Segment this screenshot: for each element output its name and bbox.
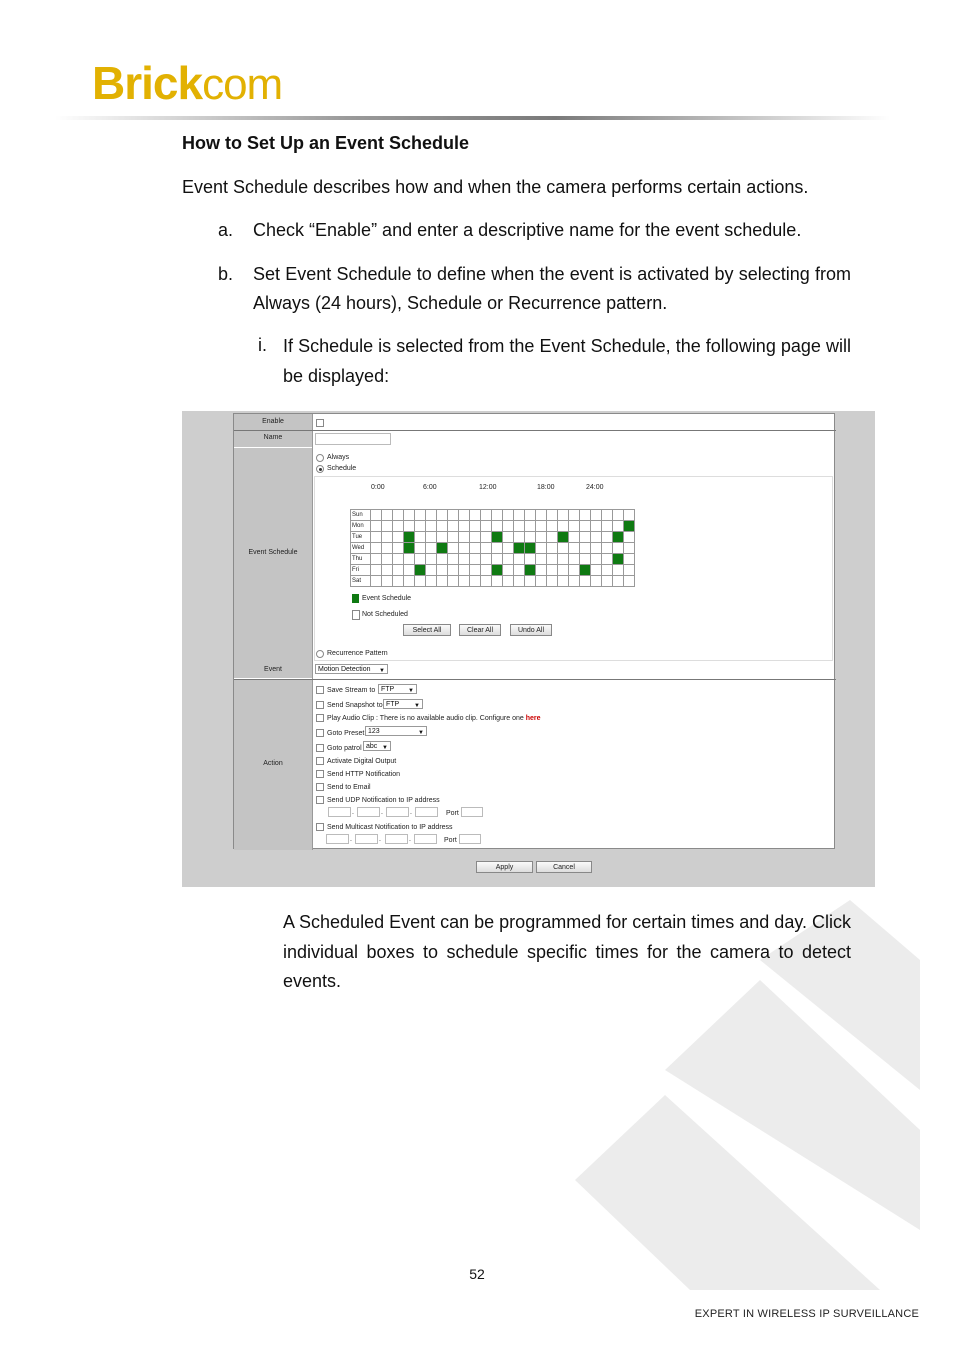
schedule-cell[interactable] [492, 554, 503, 565]
name-input[interactable] [315, 433, 391, 445]
schedule-cell[interactable] [426, 554, 437, 565]
schedule-cell[interactable] [481, 532, 492, 543]
schedule-cell[interactable] [536, 532, 547, 543]
schedule-cell[interactable] [525, 510, 536, 521]
send-snapshot-checkbox[interactable] [316, 701, 324, 709]
schedule-cell[interactable] [547, 543, 558, 554]
schedule-cell[interactable] [492, 576, 503, 587]
send-snapshot-value: FTP [386, 701, 400, 708]
schedule-cell[interactable] [459, 565, 470, 576]
schedule-cell[interactable] [525, 543, 536, 554]
schedule-cell[interactable] [382, 532, 393, 543]
schedule-cell[interactable] [602, 554, 613, 565]
configure-audio-link[interactable]: here [525, 715, 541, 722]
undo-all-button[interactable]: Undo All [510, 624, 552, 636]
step-i-marker: i. [258, 335, 267, 355]
recurrence-radio[interactable] [316, 650, 324, 658]
day-label: Wed [351, 543, 371, 554]
select-all-button[interactable]: Select All [403, 624, 451, 636]
day-label: Mon [351, 521, 371, 532]
schedule-cell[interactable] [415, 565, 426, 576]
schedule-cell[interactable] [525, 532, 536, 543]
schedule-cell[interactable] [602, 565, 613, 576]
schedule-cell[interactable] [613, 521, 624, 532]
schedule-cell[interactable] [514, 565, 525, 576]
schedule-cell[interactable] [558, 532, 569, 543]
schedule-cell[interactable] [536, 554, 547, 565]
schedule-cell[interactable] [382, 565, 393, 576]
schedule-cell[interactable] [448, 543, 459, 554]
schedule-cell[interactable] [470, 554, 481, 565]
schedule-cell[interactable] [371, 521, 382, 532]
digital-output-checkbox[interactable] [316, 757, 324, 765]
udp-ip-octet-1[interactable] [328, 807, 351, 817]
schedule-cell[interactable] [415, 554, 426, 565]
schedule-cell[interactable] [558, 521, 569, 532]
schedule-cell[interactable] [569, 532, 580, 543]
udp-notify-label: Send UDP Notification to IP address [327, 797, 440, 804]
hour-label: 6:00 [423, 484, 437, 491]
multicast-port-input[interactable] [459, 834, 481, 844]
schedule-cell[interactable] [547, 532, 558, 543]
legend-scheduled-swatch [352, 594, 359, 603]
schedule-cell[interactable] [536, 543, 547, 554]
schedule-row [351, 543, 635, 554]
schedule-cell[interactable] [437, 510, 448, 521]
schedule-cell[interactable] [580, 543, 591, 554]
schedule-cell[interactable] [547, 576, 558, 587]
schedule-cell[interactable] [459, 554, 470, 565]
schedule-cell[interactable] [525, 521, 536, 532]
schedule-cell[interactable] [624, 565, 635, 576]
schedule-row [351, 576, 635, 587]
play-audio-checkbox[interactable] [316, 714, 324, 722]
schedule-cell[interactable] [481, 554, 492, 565]
schedule-cell[interactable] [437, 565, 448, 576]
save-stream-value: FTP [381, 686, 395, 693]
step-a-text: Check “Enable” and enter a descriptive name for the event schedule. [253, 220, 802, 240]
schedule-cell[interactable] [624, 510, 635, 521]
page-number: 52 [469, 1266, 485, 1282]
schedule-cell[interactable] [492, 521, 503, 532]
schedule-cell[interactable] [371, 510, 382, 521]
event-settings-form [233, 413, 835, 849]
schedule-cell[interactable] [503, 554, 514, 565]
schedule-cell[interactable] [415, 576, 426, 587]
schedule-cell[interactable] [503, 565, 514, 576]
schedule-cell[interactable] [448, 532, 459, 543]
ip-dot: . [350, 836, 352, 843]
clear-all-button[interactable]: Clear All [459, 624, 501, 636]
goto-preset-checkbox[interactable] [316, 729, 324, 737]
schedule-cell[interactable] [404, 576, 415, 587]
apply-button[interactable]: Apply [476, 861, 533, 873]
step-a-marker: a. [218, 220, 234, 240]
schedule-row [351, 554, 635, 565]
chevron-down-icon: ▼ [379, 668, 385, 674]
schedule-cell[interactable] [525, 554, 536, 565]
schedule-cell[interactable] [547, 565, 558, 576]
schedule-cell[interactable] [470, 510, 481, 521]
day-label: Fri [351, 565, 371, 576]
chevron-down-icon: ▼ [382, 745, 388, 751]
cancel-button[interactable]: Cancel [536, 861, 592, 873]
schedule-cell[interactable] [426, 510, 437, 521]
schedule-cell[interactable] [558, 543, 569, 554]
event-select[interactable] [315, 664, 388, 674]
http-notify-checkbox[interactable] [316, 770, 324, 778]
schedule-cell[interactable] [580, 521, 591, 532]
schedule-cell[interactable] [514, 543, 525, 554]
schedule-cell[interactable] [404, 554, 415, 565]
schedule-cell[interactable] [514, 576, 525, 587]
label-event: Event [264, 666, 282, 673]
hour-label: 0:00 [371, 484, 385, 491]
schedule-cell[interactable] [558, 510, 569, 521]
ip-dot: . [379, 836, 381, 843]
goto-patrol-value: abc [366, 743, 378, 750]
row-divider [234, 430, 836, 431]
schedule-cell[interactable] [591, 532, 602, 543]
schedule-area [314, 476, 833, 661]
schedule-cell[interactable] [613, 554, 624, 565]
day-label: Sat [351, 576, 371, 587]
schedule-cell[interactable] [525, 565, 536, 576]
schedule-cell[interactable] [459, 576, 470, 587]
schedule-cell[interactable] [613, 576, 624, 587]
schedule-cell[interactable] [536, 565, 547, 576]
goto-preset-select[interactable] [365, 726, 427, 736]
schedule-cell[interactable] [569, 521, 580, 532]
step-b-marker: b. [218, 264, 234, 284]
schedule-cell[interactable] [426, 532, 437, 543]
step-i-text: If Schedule is selected from the Event Schedule, the following page will be displayed: [283, 336, 851, 386]
schedule-cell[interactable] [503, 521, 514, 532]
udp-ip-octet-3[interactable] [386, 807, 409, 817]
save-stream-label: Save Stream to [327, 687, 376, 694]
schedule-cell[interactable] [624, 554, 635, 565]
udp-notify-checkbox[interactable] [316, 796, 324, 804]
schedule-cell[interactable] [591, 510, 602, 521]
schedule-cell[interactable] [569, 510, 580, 521]
logo-part-com: com [202, 60, 283, 109]
day-label: Sun [351, 510, 371, 521]
goto-patrol-checkbox[interactable] [316, 744, 324, 752]
schedule-cell[interactable] [470, 565, 481, 576]
footer-tagline: EXPERT IN WIRELESS IP SURVEILLANCE [694, 1308, 919, 1320]
schedule-cell[interactable] [393, 565, 404, 576]
schedule-row [351, 510, 635, 521]
schedule-row [351, 532, 635, 543]
schedule-cell[interactable] [580, 576, 591, 587]
schedule-cell[interactable] [492, 565, 503, 576]
chevron-down-icon: ▼ [418, 730, 424, 736]
chevron-down-icon: ▼ [408, 688, 414, 694]
schedule-cell[interactable] [602, 521, 613, 532]
schedule-cell[interactable] [558, 576, 569, 587]
schedule-cell[interactable] [525, 576, 536, 587]
schedule-cell[interactable] [404, 543, 415, 554]
legend-scheduled-label: Event Schedule [362, 595, 412, 602]
schedule-cell[interactable] [470, 543, 481, 554]
schedule-cell[interactable] [382, 510, 393, 521]
hour-label: 24:00 [586, 484, 604, 491]
day-label: Thu [351, 554, 371, 565]
multicast-ip-octet-4[interactable] [414, 834, 437, 844]
schedule-cell[interactable] [448, 576, 459, 587]
udp-port-label: Port [446, 810, 459, 817]
schedule-cell[interactable] [404, 521, 415, 532]
schedule-cell[interactable] [448, 521, 459, 532]
schedule-cell[interactable] [437, 521, 448, 532]
schedule-cell[interactable] [404, 510, 415, 521]
schedule-row [351, 521, 635, 532]
schedule-cell[interactable] [536, 510, 547, 521]
schedule-cell[interactable] [591, 576, 602, 587]
label-event-schedule: Event Schedule [234, 448, 312, 678]
schedule-cell[interactable] [569, 543, 580, 554]
schedule-cell[interactable] [624, 543, 635, 554]
schedule-cell[interactable] [404, 565, 415, 576]
schedule-cell[interactable] [393, 554, 404, 565]
play-audio-label [327, 714, 541, 723]
save-stream-checkbox[interactable] [316, 686, 324, 694]
schedule-cell[interactable] [536, 576, 547, 587]
intro-text: Event Schedule describes how and when the camera performs certain actions. [182, 177, 809, 197]
schedule-cell[interactable] [481, 543, 492, 554]
send-snapshot-select[interactable] [383, 699, 423, 709]
always-radio[interactable] [316, 454, 324, 462]
udp-port-input[interactable] [461, 807, 483, 817]
schedule-cell[interactable] [371, 554, 382, 565]
schedule-cell[interactable] [558, 554, 569, 565]
multicast-ip-octet-3[interactable] [385, 834, 408, 844]
schedule-radio[interactable] [316, 465, 324, 473]
schedule-cell[interactable] [426, 565, 437, 576]
day-label: Tue [351, 532, 371, 543]
multicast-port-label: Port [444, 837, 457, 844]
multicast-notify-label: Send Multicast Notification to IP address [327, 824, 453, 831]
schedule-cell[interactable] [602, 576, 613, 587]
label-enable: Enable [234, 414, 312, 430]
hour-label: 18:00 [537, 484, 555, 491]
schedule-cell[interactable] [426, 576, 437, 587]
schedule-cell[interactable] [503, 543, 514, 554]
schedule-cell[interactable] [613, 532, 624, 543]
http-notify-label: Send HTTP Notification [327, 771, 401, 778]
schedule-cell[interactable] [415, 521, 426, 532]
schedule-cell[interactable] [426, 543, 437, 554]
schedule-cell[interactable] [602, 510, 613, 521]
schedule-cell[interactable] [393, 576, 404, 587]
schedule-cell[interactable] [602, 543, 613, 554]
schedule-cell[interactable] [371, 576, 382, 587]
chevron-down-icon: ▼ [414, 703, 420, 709]
schedule-cell[interactable] [591, 543, 602, 554]
schedule-cell[interactable] [624, 576, 635, 587]
schedule-cell[interactable] [470, 521, 481, 532]
header-rule [55, 116, 890, 120]
goto-patrol-select[interactable] [363, 741, 391, 751]
schedule-cell[interactable] [393, 510, 404, 521]
schedule-grid [350, 509, 635, 587]
send-email-label: Send to Email [327, 784, 371, 791]
schedule-cell[interactable] [536, 521, 547, 532]
schedule-cell[interactable] [393, 543, 404, 554]
schedule-cell[interactable] [602, 532, 613, 543]
schedule-cell[interactable] [569, 554, 580, 565]
schedule-cell[interactable] [448, 565, 459, 576]
goto-preset-value: 123 [368, 728, 380, 735]
schedule-cell[interactable] [382, 554, 393, 565]
schedule-cell[interactable] [547, 554, 558, 565]
schedule-cell[interactable] [437, 532, 448, 543]
schedule-cell[interactable] [514, 554, 525, 565]
schedule-cell[interactable] [547, 510, 558, 521]
label-name: Name [234, 431, 312, 447]
send-snapshot-label: Send Snapshot to [327, 702, 383, 709]
event-select-value: Motion Detection [318, 666, 371, 673]
always-label: Always [327, 454, 350, 461]
schedule-cell[interactable] [470, 532, 481, 543]
schedule-cell[interactable] [547, 521, 558, 532]
schedule-cell[interactable] [481, 576, 492, 587]
hour-label: 12:00 [479, 484, 497, 491]
schedule-cell[interactable] [371, 543, 382, 554]
schedule-cell[interactable] [437, 543, 448, 554]
schedule-cell[interactable] [404, 532, 415, 543]
schedule-cell[interactable] [415, 543, 426, 554]
after-text: A Scheduled Event can be programmed for certain times and day. Click individual boxes to schedule specific times for the camera to detect events. [283, 912, 851, 991]
schedule-cell[interactable] [415, 532, 426, 543]
schedule-cell[interactable] [613, 543, 624, 554]
schedule-cell[interactable] [437, 554, 448, 565]
schedule-cell[interactable] [514, 510, 525, 521]
schedule-cell[interactable] [580, 532, 591, 543]
schedule-cell[interactable] [470, 576, 481, 587]
section-title: How to Set Up an Event Schedule [182, 133, 470, 153]
schedule-cell[interactable] [393, 532, 404, 543]
row-divider [234, 679, 836, 680]
schedule-cell[interactable] [503, 510, 514, 521]
schedule-cell[interactable] [437, 576, 448, 587]
brand-logo [92, 57, 283, 109]
ip-dot: . [409, 836, 411, 843]
schedule-cell[interactable] [613, 510, 624, 521]
ip-dot: . [352, 809, 354, 816]
udp-ip-octet-4[interactable] [415, 807, 438, 817]
schedule-cell[interactable] [591, 521, 602, 532]
schedule-cell[interactable] [382, 543, 393, 554]
multicast-ip-octet-1[interactable] [326, 834, 349, 844]
label-action: Action [234, 679, 312, 850]
schedule-cell[interactable] [448, 554, 459, 565]
schedule-cell[interactable] [624, 521, 635, 532]
ip-dot: . [410, 809, 412, 816]
schedule-cell[interactable] [580, 565, 591, 576]
schedule-cell[interactable] [459, 543, 470, 554]
schedule-cell[interactable] [580, 510, 591, 521]
schedule-cell[interactable] [459, 521, 470, 532]
digital-output-label: Activate Digital Output [327, 758, 397, 765]
schedule-cell[interactable] [503, 576, 514, 587]
step-b-text: Set Event Schedule to define when the event is activated by selecting from Always (24 hours), Schedule or Recurrence pattern. [253, 264, 851, 313]
schedule-cell[interactable] [371, 565, 382, 576]
ip-dot: . [381, 809, 383, 816]
schedule-cell[interactable] [481, 521, 492, 532]
send-email-checkbox[interactable] [316, 783, 324, 791]
schedule-cell[interactable] [426, 521, 437, 532]
multicast-ip-octet-2[interactable] [355, 834, 378, 844]
legend-not-scheduled-swatch [352, 610, 360, 620]
schedule-cell[interactable] [393, 521, 404, 532]
play-audio-text: Play Audio Clip : There is no available audio clip. Configure one [327, 715, 524, 722]
schedule-cell[interactable] [492, 543, 503, 554]
schedule-cell[interactable] [492, 532, 503, 543]
schedule-cell[interactable] [624, 532, 635, 543]
schedule-cell[interactable] [448, 510, 459, 521]
schedule-cell[interactable] [569, 576, 580, 587]
schedule-cell[interactable] [569, 565, 580, 576]
multicast-notify-checkbox[interactable] [316, 823, 324, 831]
schedule-cell[interactable] [459, 532, 470, 543]
schedule-cell[interactable] [371, 532, 382, 543]
goto-patrol-label: Goto patrol [327, 745, 362, 752]
schedule-row [351, 565, 635, 576]
enable-checkbox[interactable] [316, 419, 324, 427]
recurrence-label: Recurrence Pattern [327, 650, 388, 657]
schedule-cell[interactable] [580, 554, 591, 565]
schedule-cell[interactable] [613, 565, 624, 576]
schedule-cell[interactable] [492, 510, 503, 521]
column-divider [312, 414, 313, 850]
schedule-cell[interactable] [481, 510, 492, 521]
schedule-cell[interactable] [382, 521, 393, 532]
save-stream-select[interactable] [378, 684, 417, 694]
schedule-cell[interactable] [459, 510, 470, 521]
legend-not-scheduled-label: Not Scheduled [362, 611, 408, 618]
udp-ip-octet-2[interactable] [357, 807, 380, 817]
goto-preset-label: Goto Preset [327, 730, 365, 737]
schedule-cell[interactable] [415, 510, 426, 521]
schedule-cell[interactable] [514, 532, 525, 543]
logo-part-brick: Brick [92, 57, 203, 109]
schedule-cell[interactable] [558, 565, 569, 576]
schedule-cell[interactable] [591, 565, 602, 576]
schedule-cell[interactable] [382, 576, 393, 587]
schedule-cell[interactable] [503, 532, 514, 543]
schedule-cell[interactable] [481, 565, 492, 576]
schedule-cell[interactable] [514, 521, 525, 532]
schedule-label: Schedule [327, 465, 357, 472]
schedule-cell[interactable] [591, 554, 602, 565]
